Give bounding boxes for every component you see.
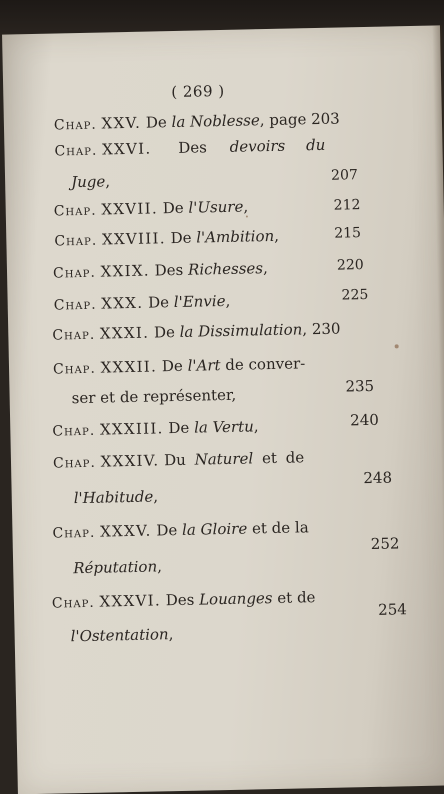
chapter-label: Chap. bbox=[52, 454, 97, 472]
chapter-preposition: De bbox=[168, 418, 190, 438]
chapter-title: Réputation bbox=[73, 557, 158, 578]
chapter-number: XXXI. bbox=[99, 323, 150, 343]
toc-entry bbox=[54, 197, 249, 219]
chapter-preposition: Des bbox=[165, 590, 195, 610]
chapter-preposition: De bbox=[147, 293, 170, 312]
toc-entry-continuation bbox=[70, 625, 173, 645]
chapter-title-cont: de bbox=[296, 588, 316, 607]
chapter-title: Richesses bbox=[187, 259, 264, 279]
entry-separator: , bbox=[253, 417, 259, 436]
chapter-title: la Noblesse bbox=[171, 111, 260, 132]
chapter-title: devoirs du bbox=[229, 135, 326, 156]
toc-entry bbox=[53, 448, 305, 471]
chapter-number: XXXIII. bbox=[99, 419, 164, 439]
chapter-title-cont: et bbox=[261, 448, 278, 468]
chapter-preposition: De bbox=[156, 521, 178, 540]
toc-entry-continuation bbox=[73, 557, 162, 577]
entry-separator: , bbox=[168, 625, 174, 644]
chapter-preposition: De bbox=[153, 323, 176, 342]
chapter-label: Chap. bbox=[52, 326, 96, 344]
chapter-label: Chap. bbox=[52, 264, 97, 282]
entry-separator: , bbox=[302, 320, 308, 339]
chapter-number: XXX. bbox=[101, 293, 144, 313]
chapter-number: XXXII. bbox=[100, 357, 158, 377]
chapter-label: Chap. bbox=[52, 524, 96, 542]
page-number: ( 269 ) bbox=[171, 81, 225, 102]
chapter-label: Chap. bbox=[52, 360, 97, 378]
chapter-title-cont: et bbox=[251, 519, 268, 538]
page-reference: 225 bbox=[341, 286, 369, 304]
toc-entry-continuation bbox=[71, 386, 236, 407]
chapter-preposition: De bbox=[170, 228, 192, 248]
table-of-contents bbox=[2, 25, 444, 794]
chapter-title-cont: de conver- bbox=[225, 354, 306, 374]
page-reference: 230 bbox=[311, 319, 341, 339]
chapter-title: l'Habitude bbox=[73, 487, 154, 508]
chapter-number: XXV. bbox=[101, 113, 142, 133]
entry-separator: , bbox=[231, 385, 237, 404]
page-reference: 220 bbox=[336, 257, 364, 274]
chapter-number: XXXVI. bbox=[99, 591, 162, 611]
chapter-title: la Gloire bbox=[181, 519, 248, 539]
toc-entry bbox=[52, 417, 259, 439]
chapter-preposition: De bbox=[145, 113, 167, 132]
toc-entry bbox=[52, 320, 341, 344]
toc-entry bbox=[54, 292, 231, 314]
toc-entry-continuation bbox=[74, 487, 159, 507]
chapter-title: l'Art bbox=[187, 356, 221, 375]
toc-entry bbox=[52, 588, 316, 612]
chapter-title: Naturel bbox=[194, 449, 254, 469]
page-reference: 248 bbox=[363, 468, 393, 488]
toc-entry bbox=[54, 227, 279, 250]
chapter-title: Louanges bbox=[198, 589, 273, 609]
entry-separator: , bbox=[153, 487, 159, 506]
entry-separator: , bbox=[105, 172, 111, 191]
page-reference: 240 bbox=[350, 410, 380, 430]
chapter-number: XXVI. bbox=[101, 139, 152, 159]
chapter-preposition: Du bbox=[163, 450, 187, 470]
chapter-preposition: Des bbox=[178, 138, 208, 157]
chapter-preposition: De bbox=[162, 198, 184, 218]
entry-separator: , bbox=[273, 226, 280, 245]
chapter-label: Chap. bbox=[54, 142, 98, 160]
chapter-title: l'Envie bbox=[173, 291, 226, 312]
toc-entry bbox=[54, 136, 325, 160]
chapter-title: la Vertu bbox=[193, 417, 254, 437]
chapter-number: XXXV. bbox=[99, 521, 152, 541]
toc-entry bbox=[53, 259, 268, 281]
chapter-title-cont: de la bbox=[271, 518, 309, 538]
chapter-number: XXVII. bbox=[101, 199, 159, 219]
chapter-number: XXVIII. bbox=[101, 229, 167, 249]
page-reference: 215 bbox=[334, 225, 362, 242]
chapter-title: Juge bbox=[70, 172, 106, 192]
chapter-label: Chap. bbox=[51, 594, 95, 612]
chapter-title-cont: de bbox=[285, 448, 305, 467]
chapter-label: Chap. bbox=[53, 202, 97, 220]
book-page bbox=[2, 25, 444, 794]
entry-separator: , bbox=[243, 197, 249, 216]
page-reference: 207 bbox=[330, 167, 358, 184]
chapter-title: la Dissimulation bbox=[179, 320, 303, 341]
chapter-title: l'Usure bbox=[188, 197, 244, 217]
chapter-preposition: De bbox=[161, 356, 183, 376]
toc-entry bbox=[54, 110, 340, 134]
entry-separator: , bbox=[262, 259, 268, 278]
page-reference: 235 bbox=[345, 376, 375, 396]
page-reference: 203 bbox=[310, 109, 340, 129]
page-word: page bbox=[269, 110, 307, 130]
page-reference: 252 bbox=[370, 534, 400, 553]
chapter-number: XXIX. bbox=[100, 261, 151, 281]
chapter-title: l'Ostentation bbox=[70, 625, 169, 646]
chapter-title: ser et de représenter bbox=[71, 385, 232, 408]
page-reference: 212 bbox=[333, 197, 361, 214]
chapter-label: Chap. bbox=[52, 422, 96, 440]
chapter-number: XXXIV. bbox=[100, 451, 160, 471]
entry-separator: , bbox=[225, 291, 231, 310]
chapter-label: Chap. bbox=[53, 296, 97, 314]
toc-entry bbox=[52, 518, 309, 541]
chapter-label: Chap. bbox=[54, 232, 98, 250]
toc-entry bbox=[53, 354, 306, 377]
chapter-title-cont: et bbox=[277, 588, 293, 607]
entry-separator: , bbox=[156, 557, 163, 576]
toc-entry-continuation bbox=[71, 172, 110, 191]
chapter-title: l'Ambition bbox=[196, 226, 275, 247]
chapter-label: Chap. bbox=[53, 116, 97, 134]
page-reference: 254 bbox=[377, 600, 408, 619]
entry-separator: , bbox=[259, 111, 265, 130]
chapter-preposition: Des bbox=[154, 260, 184, 280]
